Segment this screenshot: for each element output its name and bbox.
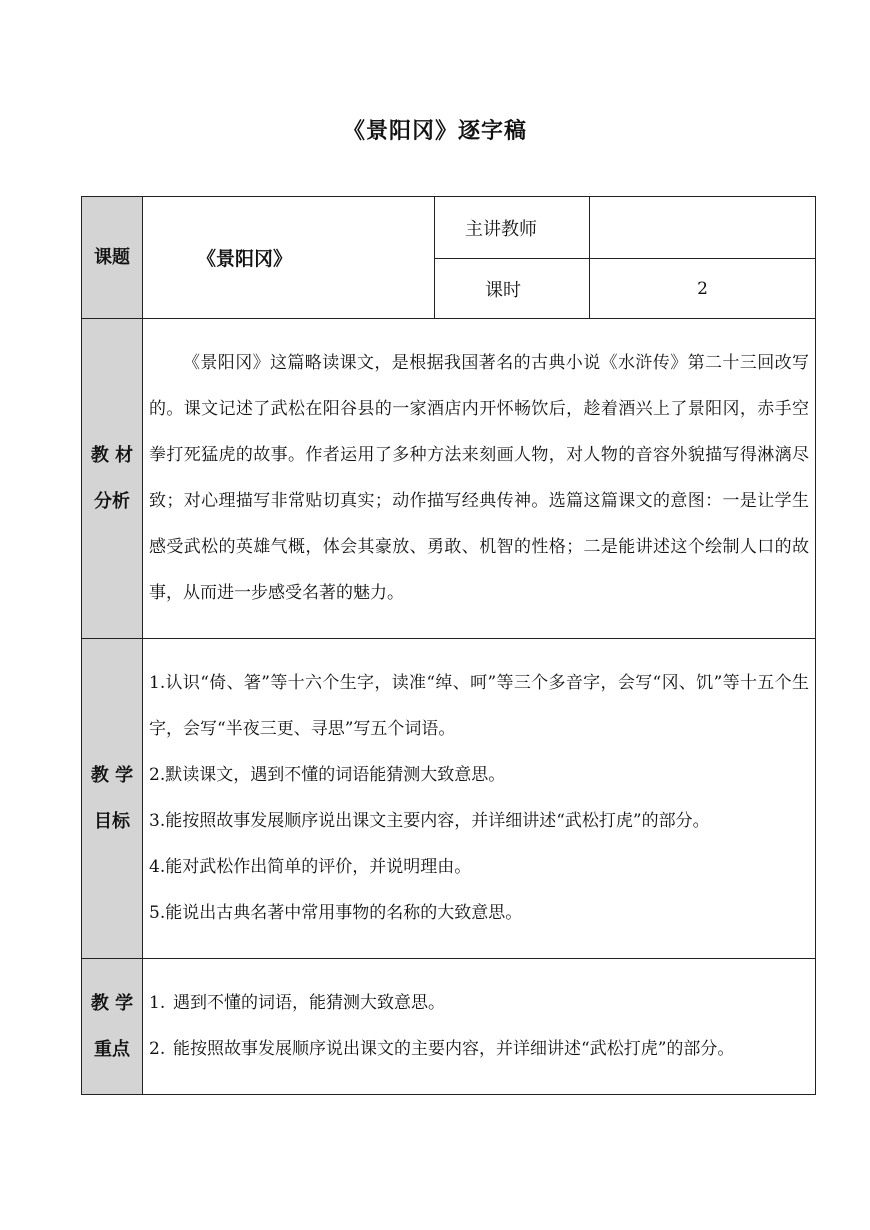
analysis-text: 《景阳冈》这篇略读课文，是根据我国著名的古典小说《水浒传》第二十三回改写的。课文记述了武松在阳谷县的一家酒店内开怀畅饮后，趁着酒兴上了景阳冈，赤手空拳打死猛虎的故事。作者运用了多种方法来刻画人物，对人物的音容外貌描写得淋漓尽致；对心理描写非常贴切真实；动作描写经典传神。选篇这篇课文的意图：一是让学生感受武松的英雄气概，体会其豪放、勇敢、机智的性格；二是能讲述这个绘制人口的故事，从而进一步感受名著的魅力。 bbox=[149, 352, 809, 603]
analysis-content bbox=[143, 319, 816, 639]
key-point-number: 2. bbox=[149, 1038, 166, 1059]
objectives-label-line2: 目标 bbox=[94, 810, 130, 832]
hours-label: 课时 bbox=[435, 259, 590, 319]
table-row bbox=[82, 319, 816, 639]
table-row bbox=[82, 639, 816, 959]
objectives-label bbox=[82, 639, 143, 959]
objective-item: 3.能按照故事发展顺序说出课文主要内容，并详细讲述“武松打虎”的部分。 bbox=[149, 810, 710, 831]
key-points-content bbox=[143, 959, 816, 1095]
lesson-plan-table bbox=[81, 196, 816, 1095]
objectives-content bbox=[143, 639, 816, 959]
objective-item: 5.能说出古典名著中常用事物的名称的大致意思。 bbox=[149, 902, 523, 923]
key-point-item bbox=[149, 1026, 809, 1072]
key-points-label bbox=[82, 959, 143, 1095]
key-points-label-line2: 重点 bbox=[94, 1038, 130, 1060]
table-row bbox=[82, 959, 816, 1095]
teacher-value bbox=[590, 197, 816, 259]
analysis-label bbox=[82, 319, 143, 639]
key-points-label-line1: 教 学 bbox=[90, 992, 134, 1014]
objectives-label-line1: 教 学 bbox=[90, 764, 134, 786]
key-point-text: 遇到不懂的词语，能猜测大致意思。 bbox=[173, 992, 445, 1013]
key-point-number: 1. bbox=[149, 992, 166, 1013]
hours-value: 2 bbox=[590, 259, 816, 319]
topic-value: 《景阳冈》 bbox=[143, 197, 435, 319]
analysis-label-line2: 分析 bbox=[94, 490, 130, 512]
analysis-label-line1: 教 材 bbox=[90, 444, 134, 466]
objective-item: 1.认识“倚、箸”等十六个生字，读准“绰、呵”等三个多音字，会写“冈、饥”等十五个生字，会写“半夜三更、寻思”写五个词语。 bbox=[149, 672, 809, 739]
objective-item: 4.能对武松作出简单的评价，并说明理由。 bbox=[149, 856, 472, 877]
teacher-label: 主讲教师 bbox=[435, 197, 590, 259]
topic-label: 课题 bbox=[82, 197, 143, 319]
key-point-text: 能按照故事发展顺序说出课文的主要内容，并详细讲述“武松打虎”的部分。 bbox=[173, 1038, 735, 1059]
document-title: 《景阳冈》逐字稿 bbox=[342, 119, 527, 144]
key-point-item bbox=[149, 980, 809, 1026]
table-row bbox=[82, 197, 816, 259]
objective-item: 2.默读课文，遇到不懂的词语能猜测大致意思。 bbox=[149, 764, 506, 785]
